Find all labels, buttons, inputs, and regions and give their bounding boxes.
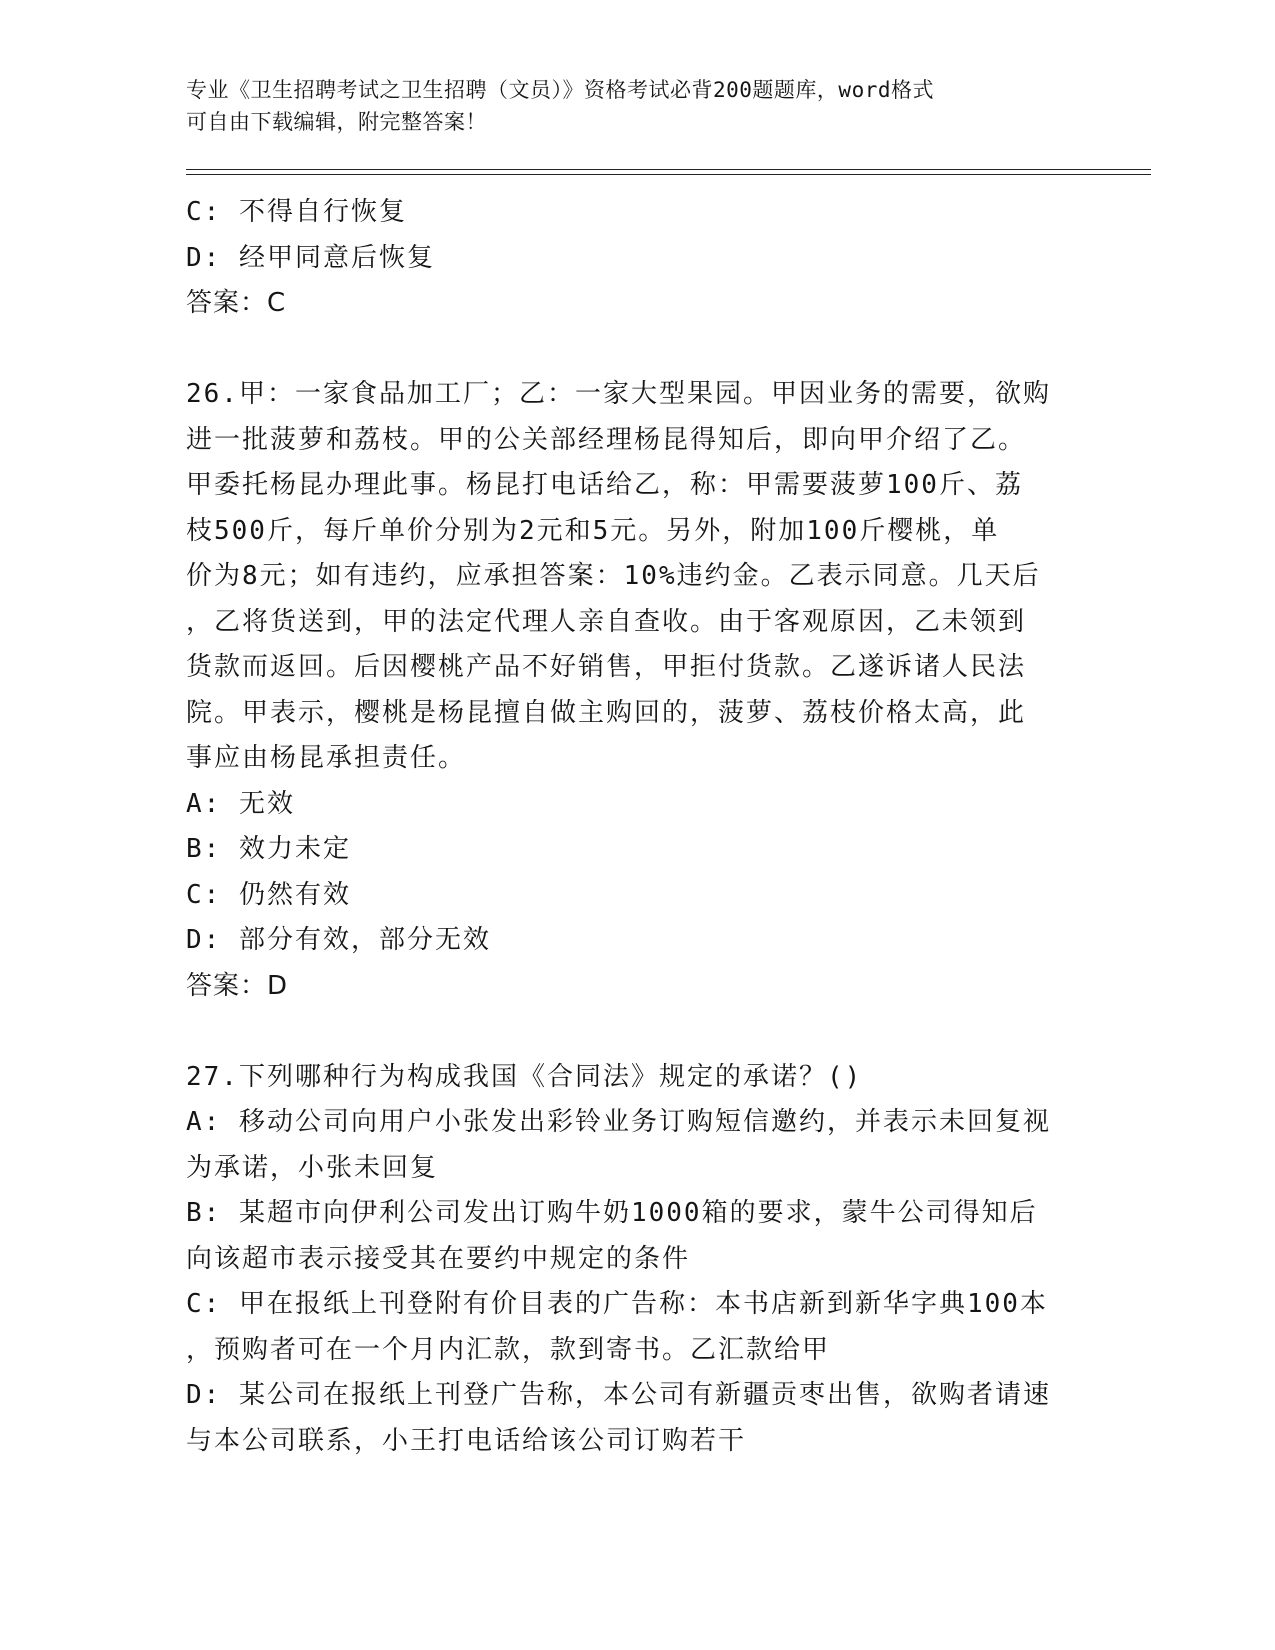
spacer — [186, 1009, 1066, 1055]
q26-option-c: C: 仍然有效 — [186, 879, 351, 910]
q27-option-a-line: 为承诺，小张未回复 — [186, 1152, 439, 1183]
q27-option-d-line: D: 某公司在报纸上刊登广告称，本公司有新疆贡枣出售，欲购者请速 — [186, 1380, 1051, 1410]
header-divider-top — [186, 169, 1151, 170]
q26-stem-line: 院。甲表示，樱桃是杨昆擅自做主购回的，菠萝、荔枝价格太高，此 — [186, 697, 1027, 728]
q26-stem-line: 货款而返回。后因樱桃产品不好销售，甲拒付货款。乙遂诉诸人民法 — [186, 652, 1027, 682]
header-line-2: 可自由下载编辑，附完整答案！ — [186, 110, 487, 134]
q26-stem-line: 事应由杨昆承担责任。 — [186, 743, 467, 773]
q27-option-a-line: A: 移动公司向用户小张发出彩铃业务订购短信邀约，并表示未回复视 — [186, 1107, 1051, 1137]
q27-option-d-line: 与本公司联系，小王打电话给该公司订购若干 — [186, 1425, 747, 1456]
q25-option-d: D: 经甲同意后恢复 — [186, 242, 435, 273]
document-body — [186, 190, 1066, 1464]
q26-option-d: D: 部分有效，部分无效 — [186, 925, 491, 955]
q26-option-a: A: 无效 — [186, 788, 295, 819]
header-divider-bottom — [186, 174, 1151, 175]
q26-stem-line: 价为8元；如有违约，应承担答案：10%违约金。乙表示同意。几天后 — [186, 561, 1041, 591]
q27-option-b-line: B: 某超市向伊利公司发出订购牛奶1000箱的要求，蒙牛公司得知后 — [186, 1198, 1038, 1228]
q26-stem-line: 26.甲：一家食品加工厂；乙：一家大型果园。甲因业务的需要，欲购 — [186, 379, 1051, 409]
q27-option-b-line: 向该超市表示接受其在要约中规定的条件 — [186, 1243, 691, 1274]
q26-stem-line: 枝500斤，每斤单价分别为2元和5元。另外，附加100斤樱桃，单 — [186, 515, 1000, 546]
q26-option-b: B: 效力未定 — [186, 834, 351, 864]
q27-option-c-line: ，预购者可在一个月内汇款，款到寄书。乙汇款给甲 — [186, 1334, 831, 1365]
question-25-tail — [186, 190, 1066, 327]
q26-answer: 答案：D — [186, 970, 289, 1001]
question-27 — [186, 1055, 1066, 1465]
q26-stem-line: 甲委托杨昆办理此事。杨昆打电话给乙，称：甲需要菠萝100斤、荔 — [186, 470, 1023, 500]
question-26 — [186, 372, 1066, 1009]
q25-answer: 答案：C — [186, 288, 287, 318]
q26-stem-line: ，乙将货送到，甲的法定代理人亲自查收。由于客观原因，乙未领到 — [186, 606, 1027, 637]
spacer — [186, 327, 1066, 373]
q26-stem-line: 进一批菠萝和荔枝。甲的公关部经理杨昆得知后，即向甲介绍了乙。 — [186, 424, 1027, 455]
q27-option-c-line: C: 甲在报纸上刊登附有价目表的广告称：本书店新到新华字典100本 — [186, 1289, 1048, 1319]
document-header — [186, 74, 1066, 138]
header-line-1: 专业《卫生招聘考试之卫生招聘（文员）》资格考试必背200题题库，word格式 — [186, 78, 934, 102]
q25-option-c: C: 不得自行恢复 — [186, 197, 407, 227]
q27-stem: 27.下列哪种行为构成我国《合同法》规定的承诺？() — [186, 1061, 863, 1092]
